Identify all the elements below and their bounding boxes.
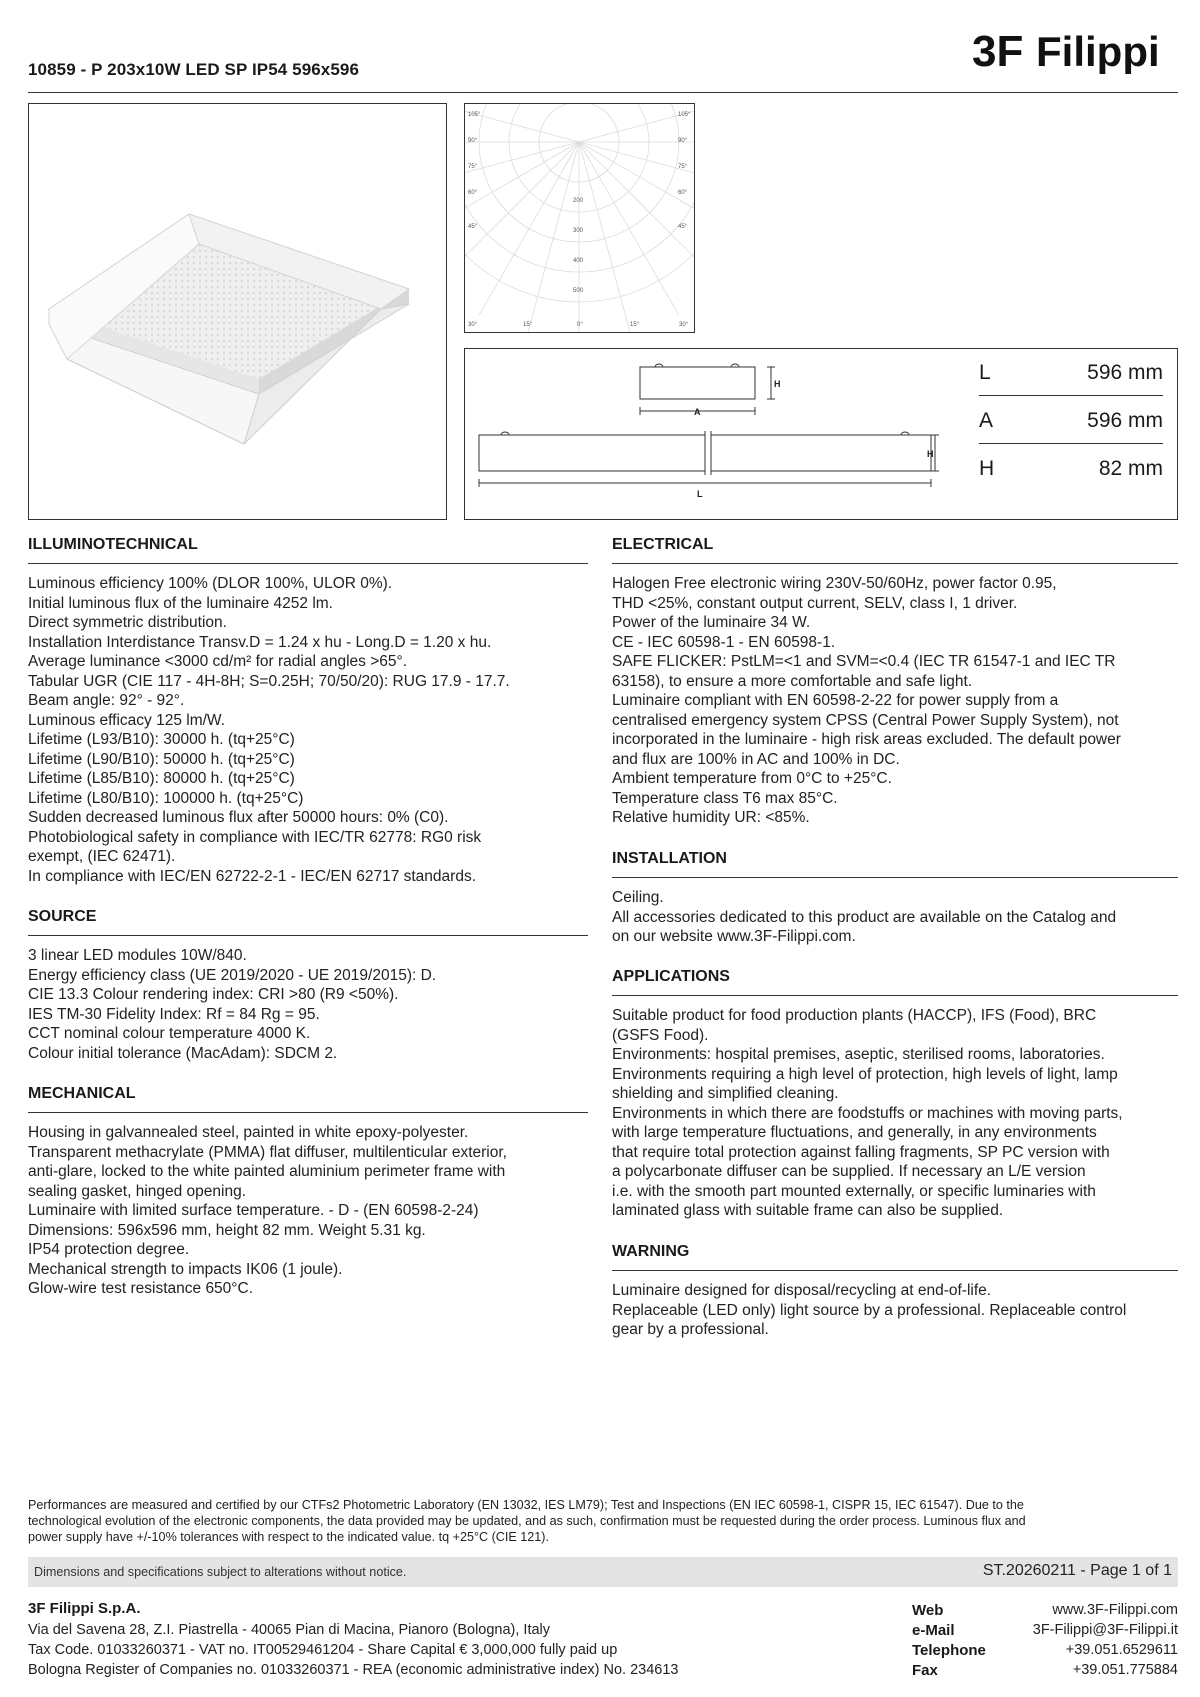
angle-label: 75° [468, 164, 478, 170]
text-line: sealing gasket, hinged opening. [28, 1182, 247, 1200]
polar-chart [465, 104, 694, 332]
dimension-value: 596 mm [1087, 409, 1163, 432]
angle-label: 90° [468, 138, 478, 144]
dimension-key: A [979, 409, 994, 432]
section-divider [612, 563, 1178, 564]
company-name: 3F Filippi S.p.A. [28, 1600, 141, 1617]
text-line: Lifetime (L93/B10): 30000 h. (tq+25°C) [28, 731, 295, 748]
text-line: that require total protection against falling fragments, SP PC version with [612, 1143, 1110, 1161]
dimension-row-a [979, 397, 1163, 444]
page-reference: ST.20260211 - Page 1 of 1 [982, 1562, 1172, 1579]
text-line: Relative humidity UR: <85%. [612, 809, 810, 826]
angle-label: 30° [468, 322, 478, 328]
text-line: incorporated in the luminaire - high risk areas excluded. The default power [612, 731, 1121, 748]
text-line: Mechanical strength to impacts IK06 (1 joule). [28, 1260, 343, 1278]
notice-bar [28, 1557, 1178, 1587]
text-line: Glow-wire test resistance 650°C. [28, 1280, 253, 1297]
photometric-diagram [464, 103, 695, 333]
section-body-mechanical [28, 1123, 507, 1299]
section-title-warning: WARNING [612, 1243, 690, 1260]
header-divider [28, 92, 1178, 93]
text-line: laminated glass with suitable frame can also be supplied. [612, 1202, 1004, 1219]
side-view-small [640, 367, 755, 399]
dimension-value: 82 mm [1098, 457, 1163, 480]
intensity-label: 400 [573, 258, 584, 264]
text-line: Tabular UGR (CIE 117 - 4H-8H; S=0.25H; 70/50/20): RUG 17.9 - 17.7. [28, 672, 510, 690]
dim-label-l: L [697, 489, 703, 499]
dim-label-h-top: H [774, 379, 781, 389]
text-line: a polycarbonate diffuser can be supplied. If necessary an L/E version [612, 1163, 1086, 1180]
text-line: SAFE FLICKER: PstLM=<1 and SVM=<0.4 (IEC TR 61547-1 and IEC TR [612, 653, 1116, 670]
contact-label-fax: Fax [912, 1662, 938, 1679]
text-line: on our website www.3F-Filippi.com. [612, 928, 856, 945]
text-line: Ceiling. [612, 889, 664, 906]
contact-fax: +39.051.775884 [1072, 1662, 1178, 1678]
dimension-drawing [464, 348, 962, 520]
dimension-row-l [979, 349, 1163, 396]
text-line: In compliance with IEC/EN 62722-2-1 - IEC/EN 62717 standards. [28, 867, 477, 885]
text-line: Environments in which there are foodstuffs or machines with moving parts, [612, 1104, 1123, 1122]
dimension-key: H [979, 457, 995, 480]
text-line: technological evolution of the electronic components, the data provided may be updated, and as such, confirmation must be requested during the order process. Luminous flux and [28, 1514, 1026, 1528]
text-line: Environments requiring a high level of protection, high levels of light, lamp [612, 1065, 1118, 1083]
address-line: Via del Savena 28, Z.I. Piastrella - 40065 Pian di Macina, Pianoro (Bologna), Italy [28, 1622, 551, 1638]
document-title: 10859 - P 203x10W LED SP IP54 596x596 [28, 60, 360, 79]
section-title-applications: APPLICATIONS [612, 968, 730, 985]
disclaimer-text [28, 1497, 1178, 1545]
angle-label: 15° [523, 322, 533, 328]
text-line: Average luminance <3000 cd/m² for radial angles >65°. [28, 653, 408, 670]
section-divider [28, 1112, 588, 1113]
logo-mark: 3F [972, 27, 1024, 74]
text-line: Housing in galvannealed steel, painted in white epoxy-polyester. [28, 1124, 469, 1141]
section-title-mechanical: MECHANICAL [28, 1085, 136, 1102]
intensity-label: 500 [573, 288, 584, 294]
text-line: with large temperature fluctuations, and generally, in any environments [612, 1124, 1097, 1141]
angle-label: 15° [630, 322, 640, 328]
contact-label-web: Web [912, 1602, 944, 1619]
text-line: Colour initial tolerance (MacAdam): SDCM 2. [28, 1044, 338, 1062]
text-line: Transparent methacrylate (PMMA) flat diffuser, multilenticular exterior, [28, 1143, 507, 1161]
text-line: 63158), to ensure a more comfortable and safe light. [612, 672, 973, 690]
section-divider [28, 563, 588, 564]
text-line: Beam angle: 92° - 92°. [28, 692, 185, 709]
text-line: Installation Interdistance Transv.D = 1.24 x hu - Long.D = 1.20 x hu. [28, 633, 492, 651]
text-line: exempt, (IEC 62471). [28, 848, 176, 865]
dim-label-a: A [694, 407, 701, 417]
section-body-warning [612, 1281, 1126, 1340]
text-line: CE - IEC 60598-1 - EN 60598-1. [612, 633, 836, 651]
product-image [28, 103, 447, 520]
text-line: Lifetime (L80/B10): 100000 h. (tq+25°C) [28, 789, 304, 807]
text-line: Environments: hospital premises, aseptic, sterilised rooms, laboratories. [612, 1046, 1105, 1063]
section-title-installation: INSTALLATION [612, 850, 727, 867]
text-line: Performances are measured and certified by our CTFs2 Photometric Laboratory (EN 13032, IES LM79); Test and Inspections (EN IEC 60598-1, CISPR 15, IEC 61547). Due to the [28, 1498, 1024, 1512]
text-line: Luminaire with limited surface temperature. - D - (EN 60598-2-24) [28, 1202, 479, 1219]
text-line: Luminous efficiency 100% (DLOR 100%, ULOR 0%). [28, 575, 393, 592]
section-body-source [28, 946, 436, 1063]
angle-label: 45° [678, 224, 688, 230]
intensity-label: 300 [573, 228, 584, 234]
dim-label-h-front: H [927, 449, 934, 459]
text-line: IP54 protection degree. [28, 1241, 190, 1258]
angle-label: 90° [678, 138, 688, 144]
section-title-electrical: ELECTRICAL [612, 536, 714, 553]
angle-label: 60° [468, 190, 478, 196]
text-line: Halogen Free electronic wiring 230V-50/60Hz, power factor 0.95, [612, 575, 1057, 592]
register-line: Bologna Register of Companies no. 01033260371 - REA (economic administrative index) No. 234613 [28, 1662, 679, 1678]
alteration-notice: Dimensions and specifications subject to alterations without notice. [34, 1565, 407, 1579]
intensity-label: 200 [573, 198, 584, 204]
angle-label: 0° [577, 322, 583, 328]
angle-label: 75° [678, 164, 688, 170]
section-title-illuminotechnical: ILLUMINOTECHNICAL [28, 536, 198, 553]
section-divider [612, 877, 1178, 878]
text-line: (GSFS Food). [612, 1026, 709, 1044]
contact-email-link[interactable]: 3F-Filippi@3F-Filippi.it [1032, 1622, 1178, 1638]
text-line: and flux are 100% in AC and 100% in DC. [612, 750, 900, 768]
angle-label: 30° [679, 322, 689, 328]
text-line: Lifetime (L90/B10): 50000 h. (tq+25°C) [28, 750, 295, 768]
contact-label-email: e-Mail [912, 1622, 955, 1639]
dimensions-table [961, 348, 1178, 520]
text-line: Initial luminous flux of the luminaire 4252 lm. [28, 594, 333, 612]
angle-label: 45° [468, 224, 478, 230]
section-body-illuminotechnical [28, 574, 510, 886]
text-line: Suitable product for food production plants (HACCP), IFS (Food), BRC [612, 1007, 1097, 1024]
text-line: 3 linear LED modules 10W/840. [28, 947, 247, 964]
dimension-row-h [979, 445, 1163, 491]
text-line: Temperature class T6 max 85°C. [612, 789, 838, 807]
tax-line: Tax Code. 01033260371 - VAT no. IT00529461204 - Share Capital € 3,000,000 fully paid up [28, 1642, 618, 1658]
text-line: power supply have +/-10% tolerances with respect to the indicated value. tq +25°C (CIE 121). [28, 1530, 549, 1544]
angle-label: 105° [678, 112, 691, 118]
text-line: All accessories dedicated to this product are available on the Catalog and [612, 908, 1117, 926]
section-divider [612, 995, 1178, 996]
angle-label: 60° [678, 190, 688, 196]
company-logo [972, 26, 1178, 74]
contact-web-link[interactable]: www.3F-Filippi.com [1052, 1602, 1178, 1618]
text-line: Sudden decreased luminous flux after 50000 hours: 0% (C0). [28, 809, 449, 826]
text-line: Direct symmetric distribution. [28, 614, 227, 631]
text-line: Energy efficiency class (UE 2019/2020 - UE 2019/2015): D. [28, 966, 437, 984]
text-line: THD <25%, constant output current, SELV, class I, 1 driver. [612, 594, 1018, 612]
text-line: Lifetime (L85/B10): 80000 h. (tq+25°C) [28, 770, 295, 787]
contact-telephone: +39.051.6529611 [1065, 1642, 1178, 1658]
section-divider [612, 1270, 1178, 1271]
text-line: Ambient temperature from 0°C to +25°C. [612, 770, 892, 787]
text-line: Luminaire designed for disposal/recycling at end-of-life. [612, 1282, 992, 1299]
text-line: Photobiological safety in compliance with IEC/TR 62778: RG0 risk [28, 828, 482, 846]
text-line: centralised emergency system CPSS (Central Power Supply System), not [612, 711, 1119, 729]
text-line: anti-glare, locked to the white painted aluminium perimeter frame with [28, 1163, 506, 1180]
dimension-value: 596 mm [1087, 361, 1163, 384]
section-body-applications [612, 1006, 1123, 1221]
dimension-key: L [979, 361, 991, 384]
text-line: CIE 13.3 Colour rendering index: CRI >80 (R9 <50%). [28, 986, 399, 1003]
text-line: Luminous efficacy 125 lm/W. [28, 711, 225, 729]
section-body-electrical [612, 574, 1121, 828]
text-line: Luminaire compliant with EN 60598-2-22 for power supply from a [612, 692, 1059, 709]
text-line: gear by a professional. [612, 1321, 769, 1338]
text-line: Power of the luminaire 34 W. [612, 614, 811, 631]
text-line: i.e. with the smooth part mounted externally, or specific luminaries with [612, 1182, 1096, 1200]
text-line: Replaceable (LED only) light source by a professional. Replaceable control [612, 1301, 1127, 1319]
contact-label-telephone: Telephone [912, 1642, 986, 1659]
text-line: IES TM-30 Fidelity Index: Rf = 84 Rg = 95. [28, 1005, 320, 1023]
section-body-installation [612, 888, 1116, 947]
text-line: shielding and simplified cleaning. [612, 1085, 839, 1102]
section-divider [28, 935, 588, 936]
text-line: CCT nominal colour temperature 4000 K. [28, 1025, 311, 1042]
logo-name: Filippi [1036, 28, 1160, 74]
text-line: Dimensions: 596x596 mm, height 82 mm. Weight 5.31 kg. [28, 1221, 426, 1239]
section-title-source: SOURCE [28, 908, 97, 925]
angle-label: 105° [468, 112, 481, 118]
